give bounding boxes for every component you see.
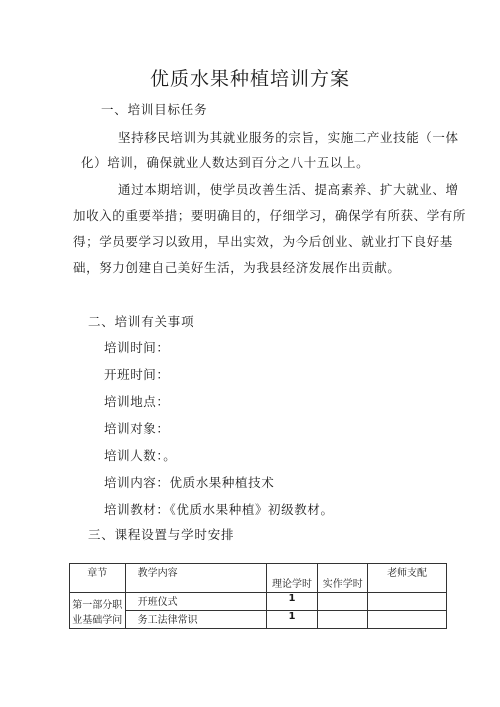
training-time-item: 培训时间： — [104, 340, 170, 355]
document-title: 优质水果种植培训方案 — [149, 68, 350, 90]
section-1-paragraph-1-line-2: 化）培训，确保就业人数达到百分之八十五以上。 — [81, 155, 370, 170]
section-1-paragraph-2-line-3: 得；学员要学习以致用，早出实效，为今后创业、就业打下良好基 — [73, 234, 453, 249]
teacher-cell — [368, 593, 447, 611]
section-1-paragraph-2-line-2: 加收入的重要举措；要明确目的，仔细学习，确保学有所获、学有所 — [73, 208, 467, 223]
theory-hours-cell: 1 — [266, 593, 318, 611]
opening-time-item: 开班时间： — [104, 367, 170, 382]
header-content: 教学内容 — [125, 564, 266, 593]
table-header-row — [70, 564, 447, 593]
section-1-paragraph-1-line-1: 坚持移民培训为其就业服务的宗旨，实施二产业技能（一体 — [118, 130, 459, 145]
section-1-heading: 一、培训目标任务 — [101, 102, 208, 117]
table-row — [70, 593, 447, 611]
training-location-item: 培训地点： — [104, 394, 170, 409]
content-cell: 开班仪式 — [125, 593, 266, 611]
section-1-paragraph-2-line-1: 通过本期培训，使学员改善生活、提高素养、扩大就业、增 — [118, 182, 459, 197]
theory-hours-cell: 1 — [266, 611, 318, 629]
training-materials-item: 培训教材：《优质水果种植》初级教材。 — [104, 502, 334, 517]
content-cell: 务工法律常识 — [125, 611, 266, 629]
training-target-item: 培训对象： — [104, 421, 170, 436]
header-teacher: 老师支配 — [368, 564, 447, 593]
section-1-paragraph-2-line-4: 础，努力创建自己美好生活，为我县经济发展作出贡献。 — [73, 260, 401, 275]
section-3-heading: 三、课程设置与学时安排 — [88, 527, 235, 542]
training-content-item: 培训内容：优质水果种植技术 — [104, 475, 275, 490]
table-row — [70, 611, 447, 629]
practice-hours-cell — [318, 593, 368, 611]
practice-hours-cell — [318, 611, 368, 629]
header-theory-hours: 理论学时 — [266, 564, 318, 593]
teacher-cell — [368, 611, 447, 629]
trainee-count-item: 培训人数：。 — [104, 448, 177, 463]
course-schedule-table — [69, 563, 447, 629]
header-chapter: 章节 — [70, 564, 126, 593]
header-practice-hours: 实作学时 — [318, 564, 368, 593]
section-2-heading: 二、培训有关事项 — [88, 314, 195, 329]
chapter-cell: 第一部分职业基础学问 — [70, 593, 126, 629]
